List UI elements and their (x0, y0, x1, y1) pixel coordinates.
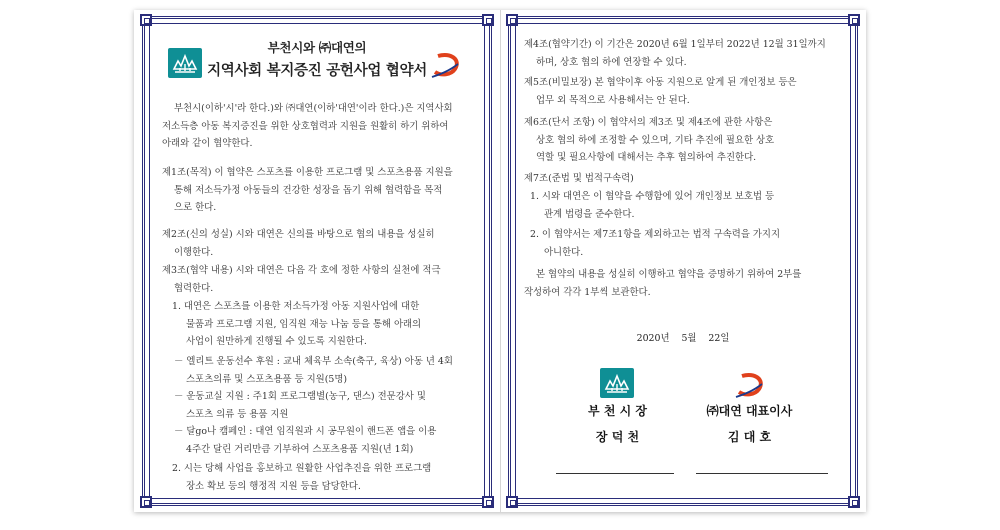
agreement-sheet (134, 10, 866, 512)
item-line: － 달go나 캠페인 : 대연 임직원과 시 공무원이 핸드폰 앱을 이용 (174, 426, 437, 437)
article-3-item-2 (172, 460, 482, 495)
article-line: 제6조(단서 조항) 이 협약서의 제3조 및 제4조에 관한 사항은 (524, 117, 773, 128)
article-3-item-1 (172, 298, 482, 351)
daeyeon-ceo-title: ㈜대연 대표이사 (706, 404, 793, 418)
article-line: 제7조(준법 및 법적구속력) (524, 173, 634, 184)
article-line: 상호 협의 하에 조정할 수 있으며, 기타 추진에 필요한 상호 (536, 134, 775, 146)
item-line: 1. 시와 대연은 이 협약을 수행함에 있어 개인정보 보호법 등 (530, 191, 775, 202)
closing-line: 본 협약의 내용을 성실히 이행하고 협약을 증명하기 위하여 2부를 (536, 269, 802, 280)
intro-line: 아래와 같이 협약한다. (162, 138, 253, 149)
signature-line-left (556, 473, 674, 474)
closing-paragraph (524, 266, 848, 301)
item-line: 관계 법령을 준수한다. (544, 208, 635, 220)
article-line: 이행한다. (174, 246, 214, 258)
heading-line1: 부천시와 ㈜대연의 (267, 40, 367, 55)
article-7-item-2 (530, 226, 848, 261)
item-line: 스포츠의류 및 스포츠용품 등 지원(5명) (186, 373, 348, 385)
daeyeon-logo-icon (733, 370, 767, 400)
item-line: － 운동교실 지원 : 주1회 프로그램별(농구, 댄스) 전문강사 및 (174, 391, 426, 402)
article-2 (162, 226, 482, 261)
article-line: 하며, 상호 협의 하에 연장할 수 있다. (536, 56, 687, 68)
article-line: 통해 저소득가정 아동들의 건강한 성장을 돕기 위해 협력함을 목적 (174, 184, 443, 196)
bucheon-mayor-name: 장 덕 천 (595, 430, 640, 444)
daeyeon-ceo-name: 김 대 호 (727, 430, 772, 444)
item-line: 4주간 달린 거리만큼 기부하여 스포츠용품 지원(년 1회) (186, 443, 414, 455)
article-7-item-1 (530, 188, 848, 223)
bucheon-mayor-title: 부 천 시 장 (588, 404, 647, 418)
article-4 (524, 36, 848, 71)
article-5 (524, 74, 848, 109)
intro-line: 저소득층 아동 복지증진을 위한 상호협력과 지원을 원활히 하기 위하여 (162, 120, 449, 132)
bucheon-city-logo-icon (600, 368, 634, 398)
support-dalgona-campaign (174, 423, 484, 458)
article-line: 제5조(비밀보장) 본 협약이후 아동 지원으로 알게 된 개인정보 등은 (524, 77, 797, 88)
support-elite-athletes (174, 353, 484, 388)
item-line: 1. 대연은 스포츠를 이용한 저소득가정 아동 지원사업에 대한 (172, 301, 420, 312)
item-line: 2. 이 협약서는 제7조1항을 제외하고는 법적 구속력을 가지지 (530, 229, 781, 240)
article-line: 으로 한다. (174, 202, 217, 213)
article-line: 역할 및 필요사항에 대해서는 추후 협의하여 추진한다. (536, 152, 757, 163)
closing-line: 작성하여 각각 1부씩 보관한다. (524, 286, 651, 298)
item-line: 장소 확보 등의 행정적 지원 등을 담당한다. (186, 480, 361, 492)
article-line: 업무 외 목적으로 사용해서는 안 된다. (536, 94, 690, 106)
left-page (134, 10, 500, 512)
signing-date: 2020년 5월 22일 (636, 333, 730, 344)
item-line: 2. 시는 당해 사업을 홍보하고 원활한 사업추진을 위한 프로그램 (172, 463, 432, 474)
item-line: 사업이 원만하게 진행될 수 있도록 지원한다. (186, 336, 367, 347)
article-line: 제3조(협약 내용) 시와 대연은 다음 각 호에 정한 사항의 실천에 적극 (162, 265, 441, 276)
article-7 (524, 170, 848, 188)
intro-paragraph (162, 100, 482, 153)
intro-line: 부천시(이하'시'라 한다.)와 ㈜대연(이하'대연'이라 한다.)은 지역사회 (174, 103, 453, 114)
article-6 (524, 114, 848, 167)
article-line: 협력한다. (174, 282, 214, 294)
agreement-heading (134, 38, 500, 80)
signature-line-right (696, 473, 828, 474)
item-line: 아니한다. (544, 246, 584, 258)
item-line: － 엘리트 운동선수 후원 : 교내 체육부 소속(축구, 육상) 아동 년 4회 (174, 356, 453, 367)
article-1 (162, 164, 482, 217)
article-line: 제4조(협약기간) 이 기간은 2020년 6월 1일부터 2022년 12월 31일까지 (524, 39, 826, 50)
article-3 (162, 262, 482, 297)
heading-title: 지역사회 복지증진 공헌사업 협약서 (207, 63, 427, 79)
article-line: 제1조(목적) 이 협약은 스포츠를 이용한 프로그램 및 스포츠용품 지원을 (162, 167, 453, 178)
support-sports-class (174, 388, 484, 423)
right-page (500, 10, 866, 512)
item-line: 물품과 프로그램 지원, 임직원 재능 나눔 등을 통해 아래의 (186, 318, 422, 330)
item-line: 스포츠 의류 등 용품 지원 (186, 408, 289, 420)
article-line: 제2조(신의 성실) 시와 대연은 신의를 바탕으로 협의 내용을 성실히 (162, 229, 435, 240)
